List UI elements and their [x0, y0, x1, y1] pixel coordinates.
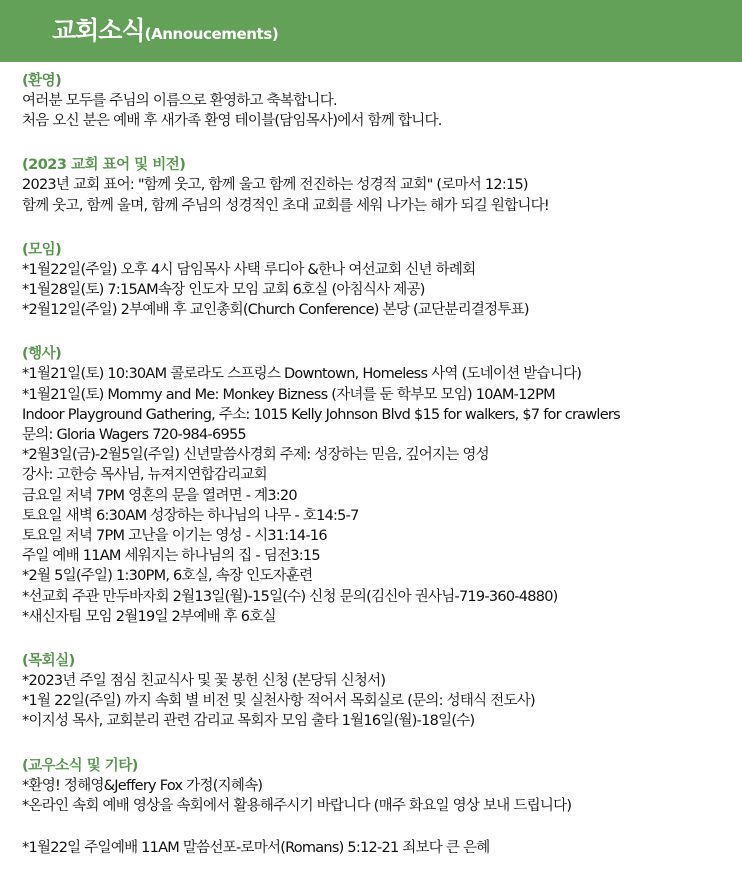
event-item: Indoor Playground Gathering, 주소: 1015 Kelly Johnson Blvd $15 for walkers, $7 for crawlers	[22, 406, 620, 423]
event-item: *새신자팀 모임 2월19일 2부예배 후 6호실	[22, 608, 276, 625]
section-heading-pastor-office: (목회실)	[22, 653, 75, 670]
event-item: 토요일 새벽 6:30AM 성장하는 하나님의 나무 - 호14:5-7	[22, 507, 359, 524]
meeting-item: *2월12일(주일) 2부예배 후 교인총회(Church Conference) 본당 (교단분리결정투표)	[22, 302, 529, 319]
page-title	[52, 14, 278, 51]
event-item: 문의: Gloria Wagers 720-984-6955	[22, 427, 246, 444]
event-item: 강사: 고한승 목사님, 뉴져지연합감리교회	[22, 467, 267, 484]
section-heading-meetings: (모임)	[22, 241, 62, 258]
section-heading-vision: (2023 교회 표어 및 비전)	[22, 157, 186, 174]
event-item: *2월 5일(주일) 1:30PM, 6호실, 속장 인도자훈련	[22, 568, 313, 585]
event-item: 토요일 저녁 7PM 고난을 이기는 영성 - 시31:14-16	[22, 528, 327, 545]
pastor-office-item: *1월 22일(주일) 까지 속회 별 비전 및 실천사항 적어서 목회실로 (문의: 성태식 전도사)	[22, 693, 535, 710]
page-title-english: (Annoucements)	[144, 25, 279, 43]
event-item: 주일 예배 11AM 세워지는 하나님의 집 - 딤전3:15	[22, 548, 320, 565]
meeting-item: *1월28일(토) 7:15AM속장 인도자 모임 교회 6호실 (아침식사 제공)	[22, 282, 425, 299]
event-item: *2월3일(금)-2월5일(주일) 신년말씀사경회 주제: 성장하는 믿음, 깊어지는 영성	[22, 447, 489, 464]
events-section	[22, 344, 737, 627]
vision-line: 함께 웃고, 함께 울며, 함께 주님의 성경적인 초대 교회를 세워 나가는 해가 되길 원합니다!	[22, 197, 549, 214]
section-heading-member-news: (교우소식 및 기타)	[22, 757, 138, 774]
section-heading-welcome: (환영)	[22, 73, 62, 89]
pastor-office-item: *2023년 주일 점심 친교식사 및 꽃 봉헌 신청 (본당뒤 신청서)	[22, 673, 386, 690]
sermon-notice: *1월22일 주일예배 11AM 말씀선포-로마서(Romans) 5:12-21 죄보다 큰 은혜	[22, 840, 490, 857]
welcome-line: 처음 오신 분은 예배 후 새가족 환영 테이블(담임목사)에서 함께 합니다.	[22, 113, 442, 130]
pastor-office-section	[22, 651, 737, 732]
announcements-header-bar	[0, 0, 742, 62]
member-news-item: *온라인 속회 예배 영상을 속회에서 활용해주시기 바랍니다 (매주 화요일 영상 보내 드립니다)	[22, 797, 572, 814]
event-item: *1월21일(토) Mommy and Me: Monkey Bizness (자녀를 둔 학부모 모임) 10AM-12PM	[22, 386, 555, 403]
welcome-section	[22, 71, 737, 131]
meeting-item: *1월22일(주일) 오후 4시 담임목사 사택 루디아 &한나 여선교회 신년 하례회	[22, 261, 476, 278]
welcome-line: 여러분 모두를 주님의 이름으로 환영하고 축복합니다.	[22, 93, 337, 109]
event-item: 금요일 저녁 7PM 영혼의 문을 열려면 - 계3:20	[22, 487, 297, 504]
pastor-office-item: *이지성 목사, 교회분리 관련 감리교 목회자 모임 출타 1월16일(월)-18일(수)	[22, 713, 475, 730]
event-item: *선교회 주관 만두바자회 2월13일(월)-15일(수) 신청 문의(김신아 권사님-719-360-4880)	[22, 588, 558, 605]
announcements-content	[22, 71, 737, 858]
event-item: *1월21일(토) 10:30AM 콜로라도 스프링스 Downtown, Homeless 사역 (도네이션 받습니다)	[22, 366, 582, 383]
vision-section	[22, 155, 737, 215]
vision-line: 2023년 교회 표어: "함께 웃고, 함께 울고 함께 전진하는 성경적 교회" (로마서 12:15)	[22, 177, 528, 194]
section-heading-events: (행사)	[22, 346, 62, 363]
member-news-section	[22, 756, 737, 816]
meetings-section	[22, 240, 737, 321]
page-title-korean: 교회소식	[52, 16, 145, 45]
member-news-item: *환영! 정해영&Jeffery Fox 가정(지혜속)	[22, 777, 263, 794]
